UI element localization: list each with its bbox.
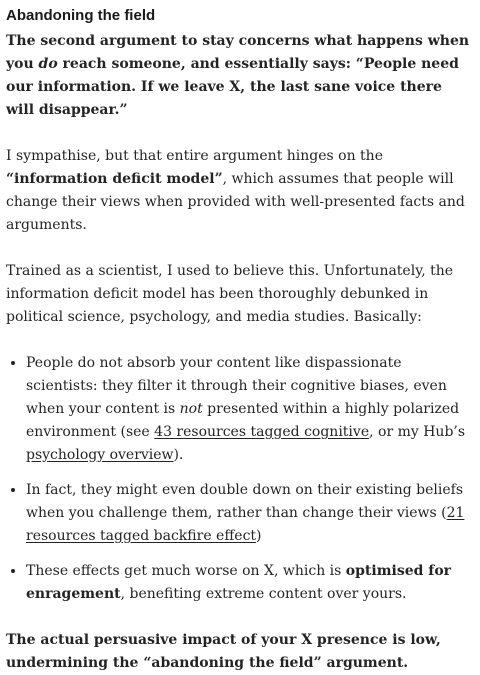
paragraph-information-deficit: I sympathise, but that entire argument hinges on the “information deficit model”, which assumes that people will change their views when provided with well-presented facts and arguments. <box>6 148 465 233</box>
link-backfire-effect-resources[interactable]: 21 resources tagged backfire effect <box>26 505 465 544</box>
section-heading: Abandoning the field <box>6 7 156 24</box>
link-psychology-overview[interactable]: psychology overview <box>26 447 174 463</box>
paragraph-scientist: Trained as a scientist, I used to believe this. Unfortunately, the information deficit model has been thoroughly debunked in political science, psychology, and media studies. Basically: <box>6 263 454 325</box>
paragraph-conclusion <box>6 629 470 675</box>
second-argument-text: The second argument to stay concerns what happens when you do reach someone, and essentially says: “People need our information. If we leave X, the last sane voice there will disappear.” <box>6 33 470 118</box>
list-item-double-down: • In fact, they might even double down on their existing beliefs when you challenge them, rather than change their views (21 resources tagged backfire effect) <box>26 479 470 548</box>
list-item-cognitive-biases: • People do not absorb your content like dispassionate scientists: they filter it through their cognitive biases, even when your content is not presented within a highly polarized environment (see 43 resources tagged cognitive, or my Hub’s psychology overview). <box>26 352 470 467</box>
link-cognitive-resources[interactable]: 43 resources tagged cognitive <box>154 424 370 440</box>
term-information-deficit-model: “information deficit model” <box>6 171 223 187</box>
paragraph-second-argument <box>6 30 470 122</box>
term-optimised-for-enragement: optimised for enragement <box>26 563 452 602</box>
emphasis-not: not <box>179 401 203 417</box>
list-item-enragement: • These effects get much worse on X, which is optimised for enragement, benefiting extreme content over yours. <box>26 560 470 606</box>
emphasis-do: do <box>38 56 58 72</box>
bullet-list <box>6 352 470 606</box>
conclusion-text: The actual persuasive impact of your X presence is low, undermining the “abandoning the field” argument. <box>6 632 441 671</box>
